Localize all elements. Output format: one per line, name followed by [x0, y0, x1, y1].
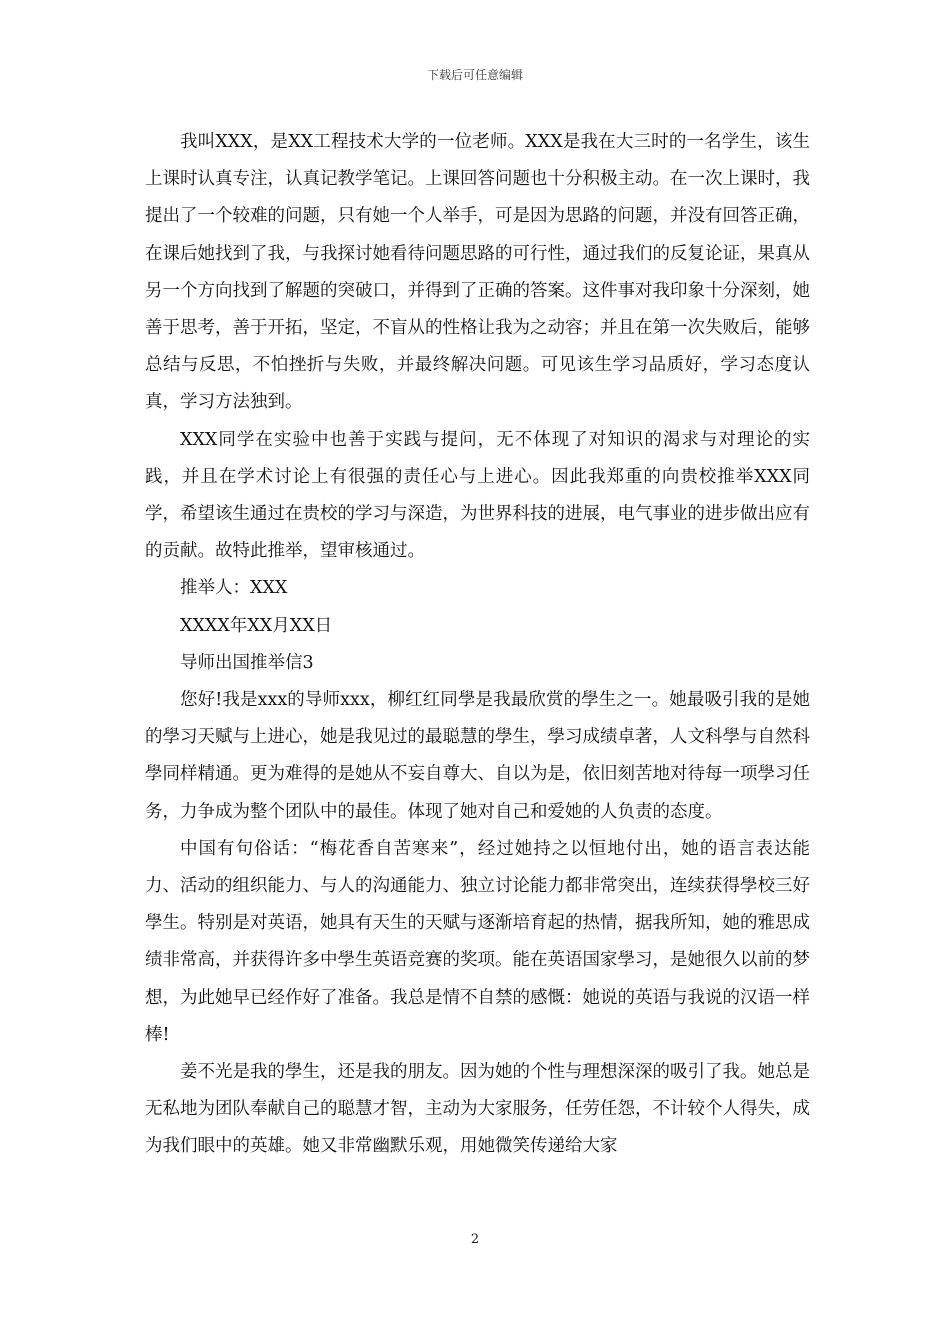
- paragraph-5: 姜不光是我的學生，还是我的朋友。因为她的个性与理想深深的吸引了我。她总是无私地为团队奉献自己的聪慧才智，主动为大家服务，任劳任怨，不计较个人得失，成为我们眼中的英雄。她又非常幽默乐观，用她微笑传递给大家: [145, 1062, 810, 1157]
- document-body: [145, 124, 810, 1166]
- recommender-line: 推举人：XXX: [180, 578, 288, 599]
- paragraph-1: 我叫XXX，是XX工程技术大学的一位老师。XXX是我在大三时的一名学生，该生上课时认真专注，认真记教学笔记。上课回答问题也十分积极主动。在一次上课时，我提出了一个较难的问题，只有她一个人举手，可是因为思路的问题，并没有回答正确，在课后她找到了我，与我探讨她看待问题思路的可行性，通过我们的反复论证，果真从另一个方向找到了解题的突破口，并得到了正确的答案。这件事对我印象十分深刻，她善于思考，善于开拓，坚定，不盲从的性格让我为之动容；并且在第一次失败后，能够总结与反思，不怕挫折与失败，并最终解决问题。可见该生学习品质好，学习态度认真，学习方法独到。: [145, 132, 810, 413]
- page-number: 2: [470, 1232, 480, 1247]
- paragraph-2: XXX同学在实验中也善于实践与提问，无不体现了对知识的渴求与对理论的实践，并且在学术讨论上有很强的责任心与上进心。因此我郑重的向贵校推举XXX同学，希望该生通过在贵校的学习与深造，为世界科技的进展，电气事业的进步做出应有的贡献。故特此推举，望审核通过。: [145, 429, 810, 562]
- paragraph-4: 中国有句俗话：“梅花香自苦寒来”，经过她持之以恒地付出，她的语言表达能力、活动的组织能力、与人的沟通能力、独立讨论能力都非常突出，连续获得學校三好學生。特别是对英语，她具有天生的天赋与逐渐培育起的热情，据我所知，她的雅思成绩非常高，并获得许多中學生英语竞赛的奖项。能在英语国家學习，是她很久以前的梦想，为此她早已经作好了准备。我总是情不自禁的感慨：她说的英语与我说的汉语一样棒!: [145, 838, 810, 1045]
- date-line: XXXX年XX月XX日: [180, 615, 333, 636]
- page-header: 下载后可任意编辑: [426, 68, 523, 82]
- paragraph-3: 您好!我是xxx的导师xxx，柳红红同學是我最欣赏的學生之一。她最吸引我的是她的學习天赋与上进心，她是我见过的最聪慧的學生，學习成绩卓著，人文科學与自然科學同样精通。更为难得的是她从不妄自尊大、自以为是，依旧刻苦地对待每一项學习任务，力争成为整个团队中的最佳。体现了她对自己和爱她的人负责的态度。: [145, 690, 810, 822]
- section-title: 导师出国推举信3: [180, 652, 314, 673]
